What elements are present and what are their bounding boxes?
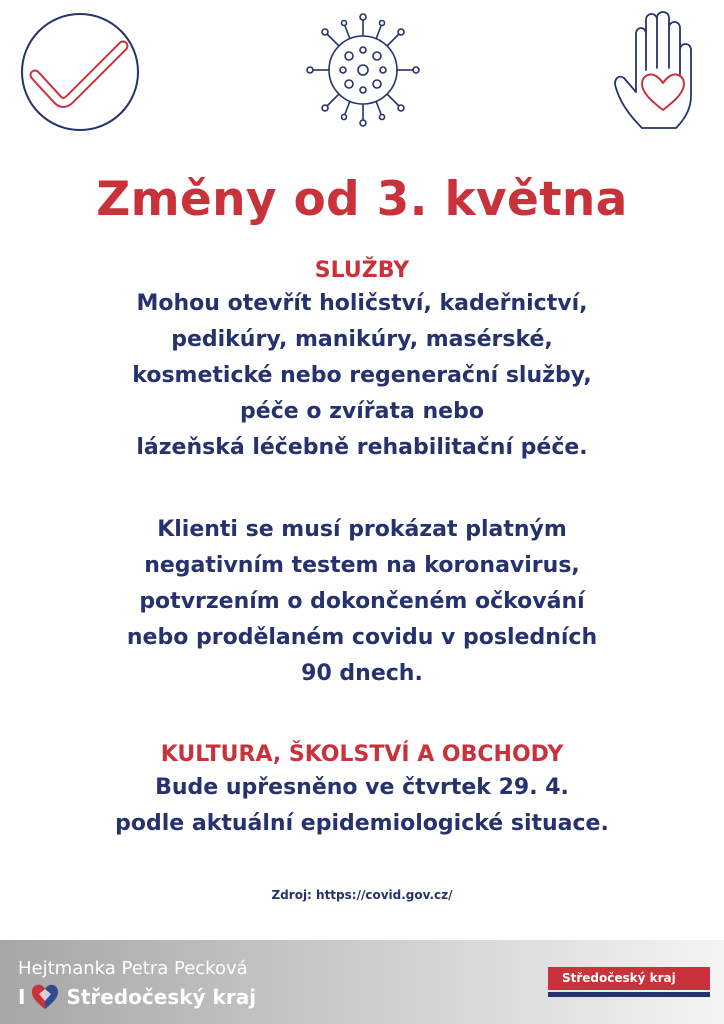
page-title: Změny od 3. května: [96, 172, 628, 227]
services-line: lázeňská léčebně rehabilitační péče.: [136, 435, 588, 460]
footer-brand-prefix: I: [18, 985, 26, 1009]
source-link[interactable]: Zdroj: https://covid.gov.cz/: [271, 888, 453, 902]
footer-governor-name: Hejtmanka Petra Pecková: [18, 958, 248, 979]
region-badge-stripe: [548, 992, 710, 997]
services-line: pedikúry, manikúry, masérské,: [171, 327, 553, 352]
services-line: péče o zvířata nebo: [240, 399, 484, 424]
services-section: [0, 256, 724, 466]
region-badge: [548, 967, 710, 1001]
culture-heading: KULTURA, ŠKOLSTVÍ A OBCHODY: [160, 742, 564, 767]
services-line: kosmetické nebo regenerační služby,: [132, 363, 592, 388]
footer-bar: [0, 940, 724, 1024]
clients-line: 90 dnech.: [301, 661, 423, 686]
footer-brand-name: Středočeský kraj: [66, 985, 257, 1009]
culture-section: [0, 740, 724, 842]
services-line: Mohou otevřít holičství, kadeřnictví,: [136, 291, 588, 316]
culture-line: podle aktuální epidemiologické situace.: [115, 811, 609, 836]
heart-icon: [30, 983, 60, 1011]
services-heading: SLUŽBY: [314, 258, 410, 283]
region-badge-label: Středočeský kraj: [548, 967, 710, 990]
footer-brand: [18, 983, 256, 1011]
clients-line: potvrzením o dokončeném očkování: [139, 589, 585, 614]
virus-icon: [305, 10, 421, 130]
clients-line: negativním testem na koronavirus,: [144, 553, 580, 578]
clients-line: nebo prodělaném covidu v posledních: [126, 625, 598, 650]
clients-line: Klienti se musí prokázat platným: [157, 517, 567, 542]
culture-line: Bude upřesněno ve čtvrtek 29. 4.: [155, 775, 569, 800]
checkmark-circle-icon: [20, 12, 140, 132]
hand-heart-icon: [612, 10, 714, 134]
clients-section: [0, 512, 724, 692]
